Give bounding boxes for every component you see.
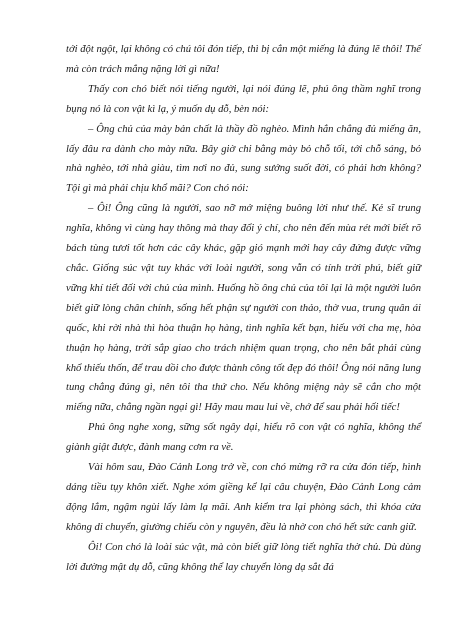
paragraph: Ôi! Con chó là loài súc vật, mà còn biết giữ lòng tiết nghĩa thờ chủ. Dù dùng lời đường mật dụ dỗ, cũng không thể lay chuyển lòng dạ sắt đá [66, 541, 421, 573]
paragraph: tới đột ngột, lại không có chú tôi đón tiếp, thì bị cắn một miếng là đúng lẽ thôi! Thế mà còn trách mắng nặng lời gì nữa! [66, 44, 421, 75]
paragraph: Vài hôm sau, Đào Cảnh Long trở về, con chó mừng rỡ ra cửa đón tiếp, hình dáng tiều tụy khôn xiết. Nghe xóm giềng kể lại câu chuyện, Đào Cảnh Long cảm động lắm, ngậm ngùi lấy làm lạ mãi. Anh kiểm tra lại phòng sách, thì khóa cửa không di chuyển, giường chiếu còn y nguyên, đều là nhờ con chó hết sức canh giữ. [66, 462, 421, 533]
paragraph: – Ông chủ của mày bản chất là thầy đồ nghèo. Mình hắn chẳng đủ miếng ăn, lấy đâu ra dành cho mày nữa. Bây giờ chi bằng mày bỏ chỗ tối, tới chỗ sáng, bỏ nhà nghèo, tới nhà giàu, tìm nơi no đủ, sung sướng suốt đời, có phải hơn không? Tội gì mà phải chịu khổ mãi? Con chó nói: [66, 123, 421, 195]
paragraph: – Ôi! Ông cũng là người, sao nỡ mở miệng buông lời như thế. Kẻ sĩ trung nghĩa, không vì cùng hay thông mà thay đổi ý chí, cho nên đến mùa rét mới biết rõ bách tùng tươi tốt hơn các cây khác, gặp gió mạnh mới hay cây đứng được vững chắc. Giống súc vật tuy khác với loài người, song vẫn có tính trời phú, biết giữ vững khí tiết đối với chủ của mình. Huống hồ ông chủ của tôi lại là một người luôn biết giữ lòng chân chính, sống hết phận sự người con thảo, thờ vua, trung quân ái quốc, khi rời nhà thì hòa thuận họ hàng, tình nghĩa kết bạn, hiếu với cha mẹ, hòa thuận họ hàng, trời sắp giao cho trách nhiệm quan trọng, cho nên bắt phải cùng khổ thiếu thốn, để trau dồi cho được thành công tốt đẹp đó thôi! Ông nói năng lung tung chẳng đúng gì, nên tôi tha thứ cho. Nếu không miệng này sẽ cắn cho một miếng nữa, chẳng ngần ngại gì! Hãy mau mau lui về, chớ để sau phải hối tiếc! [66, 203, 421, 414]
paragraph: Phú ông nghe xong, sững sốt ngây dại, hiểu rõ con vật có nghĩa, không thể giành giật được, đành mang cơm ra về. [66, 422, 421, 454]
paragraph: Thấy con chó biết nói tiếng người, lại nói đúng lẽ, phú ông thầm nghĩ trong bụng nó là con vật kì lạ, ý muốn dụ dỗ, bèn nói: [66, 83, 421, 115]
document-body [66, 40, 421, 577]
